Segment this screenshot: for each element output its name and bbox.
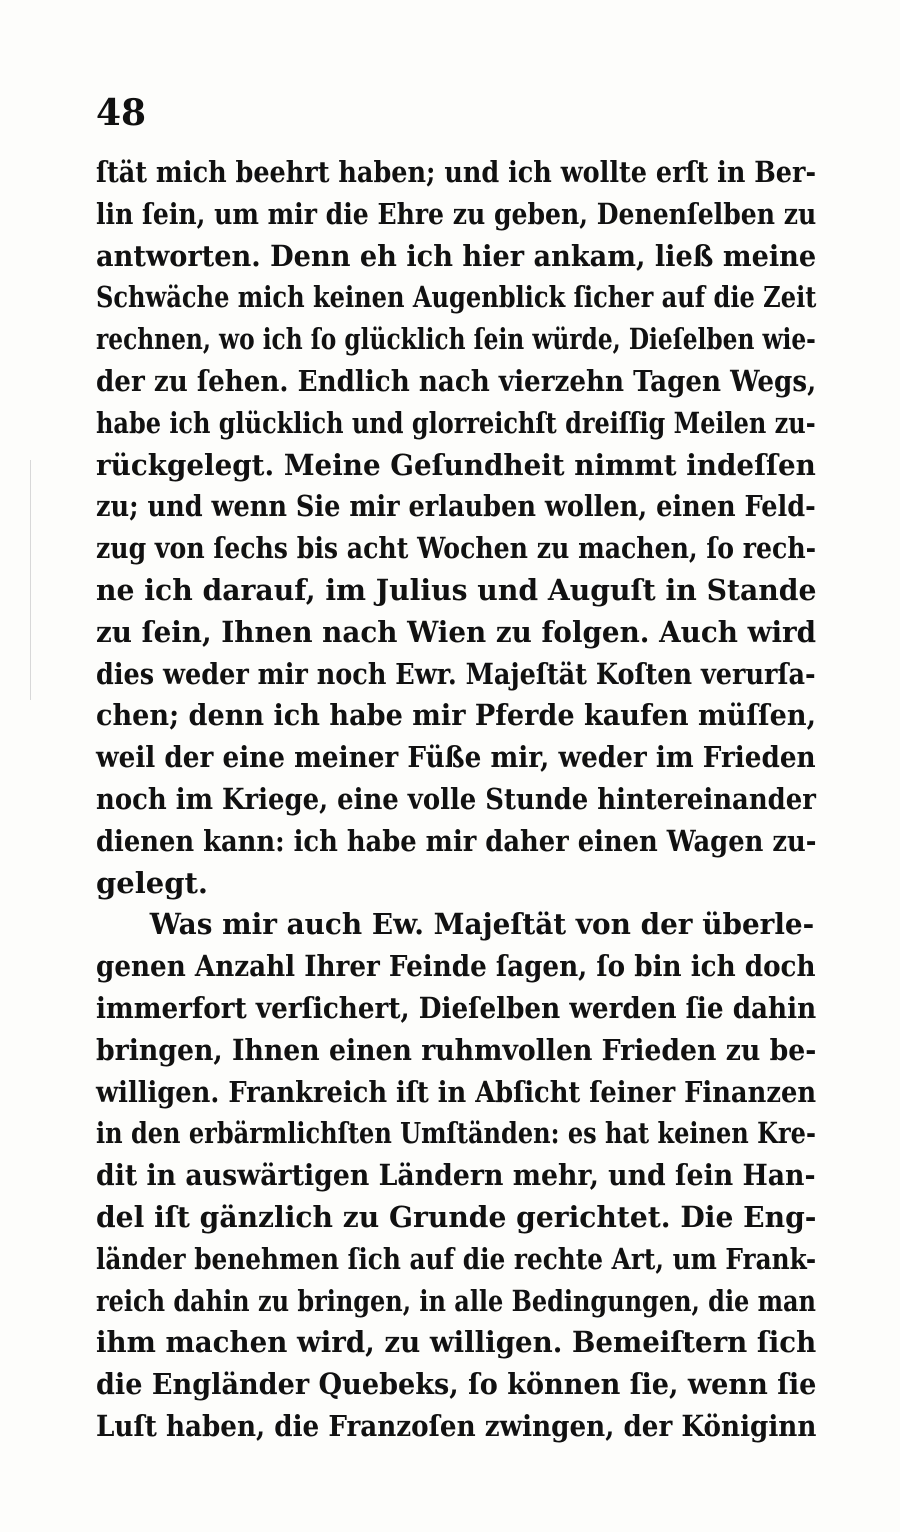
text-line: habe ich glücklich und glorreichſt dreiſſig Meilen zu- — [96, 405, 816, 440]
text-line: zu; und wenn Sie mir erlauben wollen, einen Feld- — [96, 489, 816, 524]
text-line: gelegt. — [96, 865, 208, 900]
text-line: willigen. Frankreich iſt in Abſicht ſeiner Finanzen — [96, 1074, 817, 1109]
text-line: bringen, Ihnen einen ruhmvollen Frieden zu be- — [96, 1032, 817, 1067]
text-line: reich dahin zu bringen, in alle Bedingungen, die man — [96, 1283, 816, 1318]
text-line: ne ich darauf, im Julius und Auguſt in Stande — [96, 572, 817, 607]
text-line: Luſt haben, die Franzoſen zwingen, der Königinn — [96, 1408, 817, 1443]
text-line: rechnen, wo ich ſo glücklich ſein würde, Dieſelben wie- — [96, 322, 816, 357]
text-line: chen; denn ich habe mir Pferde kaufen müſſen, — [96, 698, 817, 733]
text-line: dienen kann: ich habe mir daher einen Wagen zu- — [96, 823, 817, 858]
text-line: noch im Kriege, eine volle Stunde hintereinander — [96, 781, 816, 816]
text-line: in den erbärmlichſten Umſtänden: es hat keinen Kre- — [96, 1116, 816, 1151]
text-line: rückgelegt. Meine Geſundheit nimmt indeſſen — [96, 447, 816, 482]
text-line-paragraph-start: Was mir auch Ew. Majeſtät von der überle- — [149, 907, 815, 942]
body-text — [96, 152, 816, 1448]
text-line: der zu ſehen. Endlich nach vierzehn Tagen Wegs, — [96, 363, 817, 398]
text-line: die Engländer Quebeks, ſo können ſie, wenn ſie — [96, 1367, 817, 1402]
text-line: zug von ſechs bis acht Wochen zu machen, ſo rech- — [96, 531, 817, 566]
text-line: genen Anzahl Ihrer Feinde ſagen, ſo bin ich doch — [96, 949, 816, 984]
text-line: dit in auswärtigen Ländern mehr, und ſein Han- — [96, 1158, 816, 1193]
text-line: lin ſein, um mir die Ehre zu geben, Denenſelben zu — [96, 196, 817, 231]
text-line: dies weder mir noch Ewr. Majeſtät Koſten verurſa- — [96, 656, 816, 691]
text-line: länder benehmen ſich auf die rechte Art, um Frank- — [96, 1241, 817, 1276]
text-line: ſtät mich beehrt haben; und ich wollte erſt in Ber- — [96, 155, 817, 189]
text-line: zu ſein, Ihnen nach Wien zu folgen. Auch wird — [96, 614, 817, 649]
text-line: del iſt gänzlich zu Grunde gerichtet. Die Eng- — [96, 1199, 817, 1234]
page-number: 48 — [96, 92, 147, 134]
text-line: weil der eine meiner Füße mir, weder im Frieden — [96, 740, 816, 775]
page-margin-mark — [30, 460, 31, 700]
text-line: antworten. Denn eh ich hier ankam, ließ meine — [96, 238, 817, 273]
text-line: ihm machen wird, zu willigen. Bemeiſtern ſich — [96, 1325, 817, 1360]
text-line: Schwäche mich keinen Augenblick ſicher auf die Zeit — [96, 280, 817, 315]
text-line: immerfort verſichert, Dieſelben werden ſie dahin — [96, 990, 817, 1025]
